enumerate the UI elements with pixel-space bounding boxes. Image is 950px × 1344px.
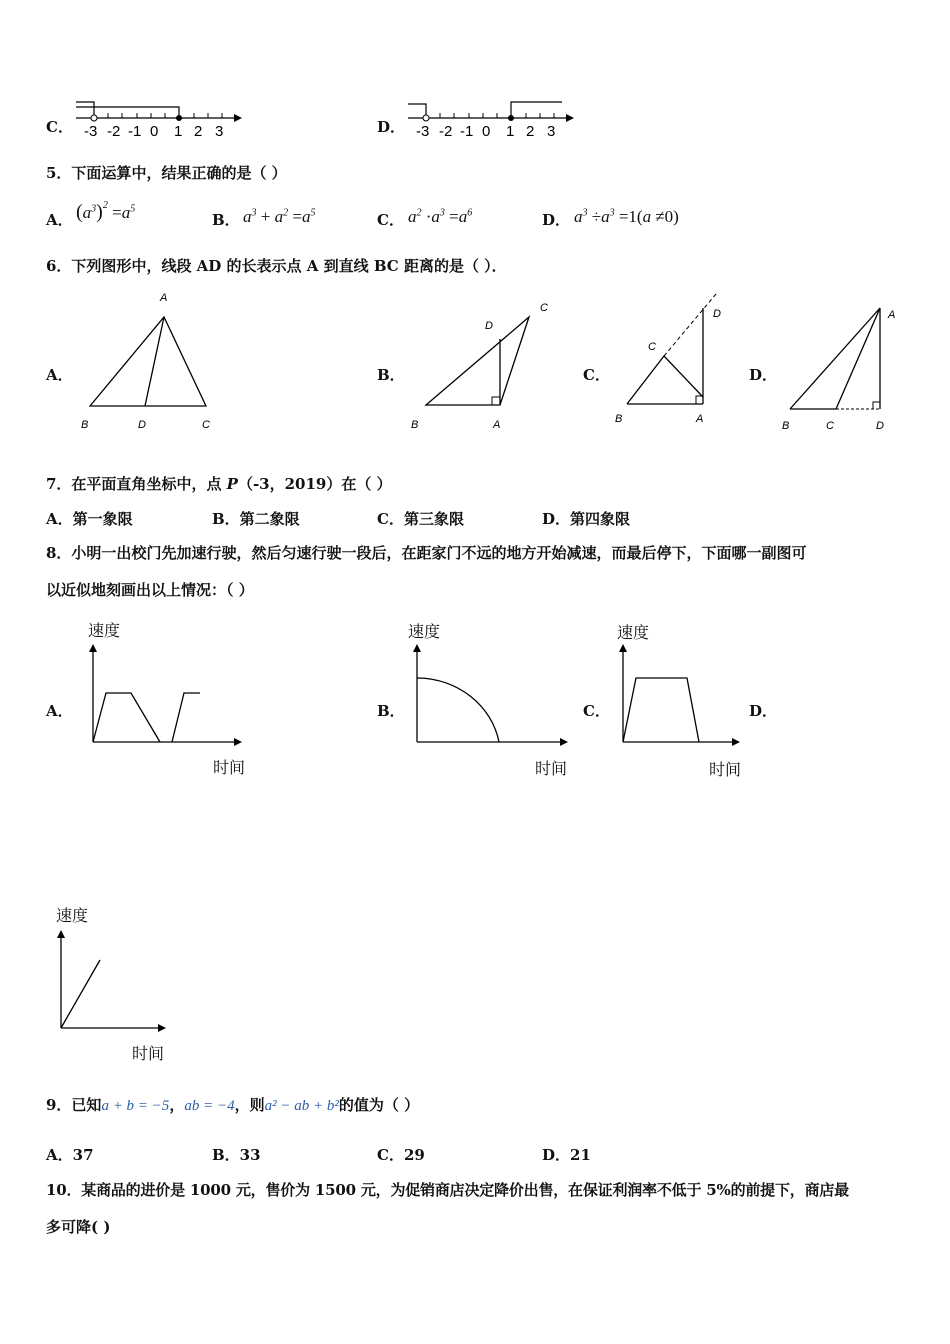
q5-option-d-formula: $a^3 \div a^3 =1(a \ne 0)$ [574, 207, 679, 226]
tick-label: -3 [416, 123, 430, 140]
q9-option-c: C．29 [377, 1146, 425, 1164]
q7-option-d: D．第四象限 [542, 510, 631, 528]
point-label-a: A [160, 292, 168, 304]
q8-graph-b [408, 644, 573, 748]
q5-option-a-formula: $(a^3)^2 =a^5$ [76, 200, 136, 223]
q8-graph-c-x-label: 时间 [709, 762, 742, 779]
point-label-c: C [826, 420, 834, 432]
tick-label: 1 [174, 123, 183, 140]
q6-option-d-label: D． [749, 366, 778, 384]
q8-stem-line1: 8．小明一出校门先加速行驶，然后匀速行驶一段后，在距家门不远的地方开始减速，而最后停下，下面哪一副图可 [46, 544, 807, 562]
q6-figure-c [610, 290, 740, 430]
point-label-c: C [202, 419, 210, 431]
point-label-a: A [696, 413, 704, 425]
q5-option-b-label: B． [212, 211, 240, 229]
point-label-c: C [648, 341, 656, 353]
q6-option-b-label: B． [377, 366, 405, 384]
q10-stem-line1: 10．某商品的进价是 1000 元，售价为 1500 元，为促销商店决定降价出售，在保证利润率不低于 5%的前提下，商店最 [46, 1181, 849, 1199]
q9-condition-1: a + b = −5 [101, 1098, 170, 1114]
point-label-b: B [81, 419, 89, 431]
q9-option-a: A．37 [46, 1146, 94, 1164]
point-label-b: B [411, 419, 419, 431]
point-label-d: D [876, 420, 884, 432]
point-label-d: D [485, 320, 493, 332]
q5-stem: 5．下面运算中，结果正确的是（ ） [46, 164, 287, 182]
q8-graph-b-y-label: 速度 [408, 624, 441, 641]
q5-option-c-formula: $a^2 \cdot a^3 =a^6$ [408, 207, 473, 226]
q8-graph-a [84, 644, 244, 748]
point-label-a: A [493, 419, 501, 431]
q8-graph-d-y-label: 速度 [56, 908, 89, 925]
q8-graph-a-y-label: 速度 [88, 623, 121, 640]
tick-label: -2 [107, 123, 121, 140]
q6-figure-d [776, 296, 916, 436]
q8-graph-b-x-label: 时间 [535, 761, 568, 778]
tick-label: 3 [547, 123, 556, 140]
q6-option-a-label: A． [46, 366, 73, 384]
point-label-b: B [615, 413, 623, 425]
q7-stem: 7．在平面直角坐标中，点 P（-3，2019）在（ ） [46, 475, 392, 493]
q9-stem: 9．已知a + b = −5，ab = −4，则a² − ab + b²的值为（ ） [46, 1096, 420, 1114]
q5-option-d-label: D． [542, 211, 571, 229]
point-label-c: C [540, 302, 548, 314]
q8-graph-c-y-label: 速度 [617, 625, 650, 642]
q6-figure-b [405, 295, 565, 435]
tick-label: 0 [150, 123, 159, 140]
q7-option-c: C．第三象限 [377, 510, 464, 528]
tick-label: 0 [482, 123, 491, 140]
q8-graph-c [614, 644, 744, 748]
q8-stem-line2: 以近似地刻画出以上情况：（ ） [46, 581, 254, 599]
point-label-d: D [713, 308, 721, 320]
tick-label: 1 [506, 123, 515, 140]
q7-option-b: B．第二象限 [212, 510, 300, 528]
q4-number-line-d [402, 96, 577, 142]
q5-option-a-label: A． [46, 211, 73, 229]
q9-option-b: B．33 [212, 1146, 261, 1164]
tick-label: -3 [84, 123, 98, 140]
q10-stem-line2: 多可降( ) [46, 1218, 111, 1236]
q6-stem: 6．下列图形中，线段 AD 的长表示点 A 到直线 BC 距离的是（ ）． [46, 257, 507, 275]
q8-graph-d-x-label: 时间 [132, 1046, 165, 1063]
q9-option-d: D．21 [542, 1146, 591, 1164]
q7-option-a: A．第一象限 [46, 510, 133, 528]
q4-number-line-c [70, 96, 245, 142]
q8-option-d-label: D． [749, 702, 778, 720]
q8-option-b-label: B． [377, 702, 405, 720]
q8-option-c-label: C． [583, 702, 610, 720]
q8-graph-a-x-label: 时间 [213, 760, 246, 777]
q8-option-a-label: A． [46, 702, 73, 720]
tick-label: -1 [460, 123, 474, 140]
q6-figure-a [75, 286, 235, 436]
point-label-a: A [888, 309, 896, 321]
tick-label: 2 [194, 123, 203, 140]
tick-label: 3 [215, 123, 224, 140]
q4-option-d-label: D． [377, 118, 406, 136]
q5-option-c-label: C． [377, 211, 404, 229]
q5-option-b-formula: $a^3 + a^2 =a^5$ [243, 207, 316, 226]
q4-option-c-label: C． [46, 118, 73, 136]
q9-expression: a² − ab + b² [264, 1098, 339, 1114]
tick-label: 2 [526, 123, 535, 140]
tick-label: -2 [439, 123, 453, 140]
q8-graph-d [52, 930, 172, 1034]
q6-option-c-label: C． [583, 366, 610, 384]
tick-label: -1 [128, 123, 142, 140]
point-label-b: B [782, 420, 790, 432]
point-label-d: D [138, 419, 146, 431]
q9-condition-2: ab = −4 [184, 1098, 235, 1114]
